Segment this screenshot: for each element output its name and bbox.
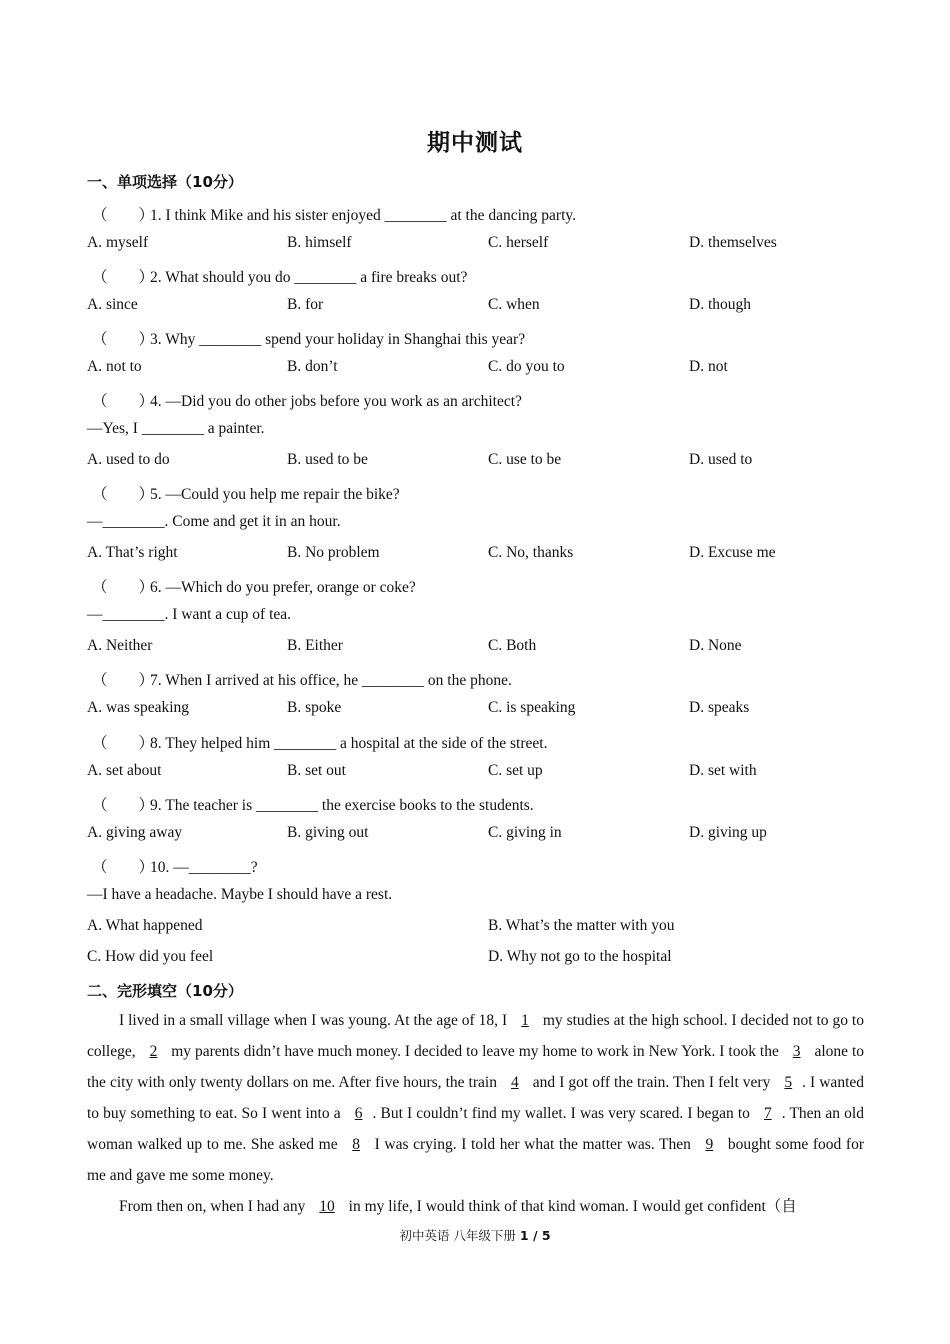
answer-paren: （ ） bbox=[92, 207, 155, 224]
option-a: A. since bbox=[87, 296, 138, 313]
blank-5: 5 bbox=[784, 1074, 793, 1091]
option-d: D. speaks bbox=[689, 699, 750, 716]
option-d: D. themselves bbox=[689, 234, 777, 251]
question-9: （ ）9. The teacher is ________ the exercise books to the students. bbox=[92, 793, 534, 815]
option-b: B. spoke bbox=[287, 699, 342, 716]
option-d: D. though bbox=[689, 296, 751, 313]
option-a: A. Neither bbox=[87, 637, 153, 654]
page-title: 期中测试 bbox=[427, 130, 523, 156]
question-6-dialog: —________. I want a cup of tea. bbox=[87, 606, 292, 623]
option-b: B. used to be bbox=[287, 451, 368, 468]
answer-paren: （ ） bbox=[92, 393, 155, 410]
option-c: C. use to be bbox=[488, 451, 562, 468]
question-2: （ ）2. What should you do ________ a fire breaks out? bbox=[92, 265, 467, 287]
option-a: A. was speaking bbox=[87, 699, 190, 716]
option-b: B. giving out bbox=[287, 824, 369, 841]
blank-10: 10 bbox=[319, 1198, 335, 1215]
answer-paren: （ ） bbox=[92, 486, 155, 503]
option-c: C. Both bbox=[488, 637, 537, 654]
question-10-dialog: —I have a headache. Maybe I should have a rest. bbox=[87, 886, 393, 903]
question-5-dialog: —________. Come and get it in an hour. bbox=[87, 513, 341, 530]
question-8: （ ）8. They helped him ________ a hospital at the side of the street. bbox=[92, 731, 547, 753]
question-5: （ ）5. —Could you help me repair the bike? bbox=[92, 482, 400, 504]
blank-7: 7 bbox=[764, 1105, 772, 1122]
blank-9: 9 bbox=[705, 1136, 714, 1153]
option-b: B. Either bbox=[287, 637, 343, 654]
cloze-paragraph-1: I lived in a small village when I was young. At the age of 18, I 1 my studies at the high school. I decided not to go to college, 2 my parents didn’t have much money. I decided to leave my home to work in New York. I took the 3 alone to the city with only twenty dollars on me. After five hours, the train 4 and I got off the train. Then I felt very 5 . I wanted to buy something to eat. So I went into a 6 . But I couldn’t find my wallet. I was very scared. I began to 7 . Then an old woman walked up to me. She asked me 8 I was crying. I told her what the matter was. Then 9 bought some food for me and gave me some money. bbox=[87, 1012, 865, 1184]
question-4-dialog: —Yes, I ________ a painter. bbox=[87, 420, 265, 437]
option-d: D. giving up bbox=[689, 824, 767, 841]
option-d: D. Why not go to the hospital bbox=[488, 948, 672, 965]
blank-8: 8 bbox=[352, 1136, 360, 1153]
option-d: D. Excuse me bbox=[689, 544, 776, 561]
blank-1: 1 bbox=[521, 1012, 529, 1029]
page-number: 1 / 5 bbox=[519, 1228, 551, 1243]
option-a: A. giving away bbox=[87, 824, 183, 841]
option-d: D. None bbox=[689, 637, 742, 654]
option-c: C. giving in bbox=[488, 824, 562, 841]
blank-2: 2 bbox=[149, 1043, 158, 1060]
option-b: B. No problem bbox=[287, 544, 380, 561]
section1-heading: 一、单项选择（10分） bbox=[87, 173, 243, 191]
option-a: A. That’s right bbox=[87, 544, 178, 561]
option-a: A. set about bbox=[87, 762, 162, 779]
option-c: C. when bbox=[488, 296, 540, 313]
option-c: C. How did you feel bbox=[87, 948, 214, 965]
question-7: （ ）7. When I arrived at his office, he ________ on the phone. bbox=[92, 668, 512, 690]
option-a: A. not to bbox=[87, 358, 142, 375]
option-c: C. No, thanks bbox=[488, 544, 574, 561]
blank-6: 6 bbox=[354, 1105, 363, 1122]
answer-paren: （ ） bbox=[92, 331, 155, 348]
option-b: B. What’s the matter with you bbox=[488, 917, 675, 934]
answer-paren: （ ） bbox=[92, 859, 155, 876]
question-3: （ ）3. Why ________ spend your holiday in Shanghai this year? bbox=[92, 327, 525, 349]
blank-4: 4 bbox=[511, 1074, 519, 1091]
question-4: （ ）4. —Did you do other jobs before you work as an architect? bbox=[92, 389, 522, 411]
question-6: （ ）6. —Which do you prefer, orange or coke? bbox=[92, 575, 416, 597]
option-a: A. used to do bbox=[87, 451, 170, 468]
answer-paren: （ ） bbox=[92, 269, 155, 286]
option-c: C. is speaking bbox=[488, 699, 576, 716]
option-c: C. set up bbox=[488, 762, 543, 779]
option-b: B. himself bbox=[287, 234, 352, 251]
answer-paren: （ ） bbox=[92, 579, 155, 596]
option-a: A. myself bbox=[87, 234, 149, 251]
page-footer: 初中英语 八年级下册 1 / 5 bbox=[399, 1228, 551, 1243]
option-d: D. set with bbox=[689, 762, 757, 779]
option-c: C. do you to bbox=[488, 358, 565, 375]
question-10: （ ）10. —________? bbox=[92, 855, 258, 877]
section2-heading: 二、完形填空（10分） bbox=[87, 982, 243, 1000]
option-b: B. for bbox=[287, 296, 324, 313]
answer-paren: （ ） bbox=[92, 735, 155, 752]
answer-paren: （ ） bbox=[92, 797, 155, 814]
option-a: A. What happened bbox=[87, 917, 203, 934]
option-b: B. set out bbox=[287, 762, 346, 779]
cloze-paragraph-2: From then on, when I had any 10 in my life, I would think of that kind woman. I would get confident（自 bbox=[119, 1198, 797, 1215]
option-d: D. used to bbox=[689, 451, 753, 468]
blank-3: 3 bbox=[792, 1043, 801, 1060]
option-b: B. don’t bbox=[287, 358, 338, 375]
option-c: C. herself bbox=[488, 234, 549, 251]
question-1: （ ）1. I think Mike and his sister enjoyed ________ at the dancing party. bbox=[92, 203, 576, 225]
answer-paren: （ ） bbox=[92, 672, 155, 689]
option-d: D. not bbox=[689, 358, 728, 375]
